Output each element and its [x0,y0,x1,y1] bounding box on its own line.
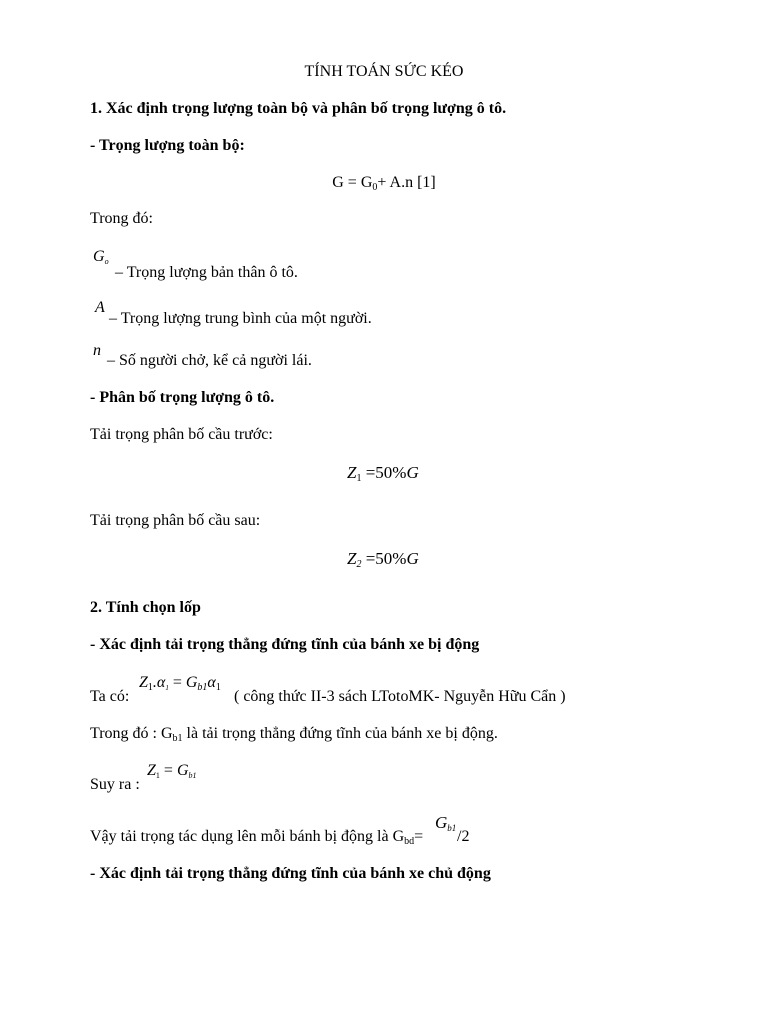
passive-load-div: /2 [457,828,470,845]
distribution-heading: - Phân bố trọng lượng ô tô. [90,389,275,406]
rear-axle-label: Tải trọng phân bố cầu sau: [90,512,261,529]
total-weight-heading: - Trọng lượng toàn bộ: [90,137,245,154]
passive-wheel-heading: - Xác định tải trọng thẳng đứng tĩnh của bánh xe bị động [90,636,480,653]
front-axle-formula: $Z_1 =50\%G$ [347,463,419,484]
def-a-text: – Trọng lượng trung bình của một người. [109,310,372,327]
rear-axle-formula: $Z_2 =50\%G$ [347,549,419,570]
taco-formula: $Z_1.\alpha_1 = G_{b1}\alpha_1$ [139,674,221,693]
passive-where-text: Trong đó : $G_{b1}$ là tải trọng thẳng đứng tĩnh của bánh xe bị động. [90,725,498,744]
taco-note: ( công thức II-3 sách LTotoMK- Nguyễn Hữu Cẩn ) [234,688,566,705]
section-1-heading: 1. Xác định trọng lượng toàn bộ và phân bố trọng lượng ô tô. [90,100,507,117]
def-n-text: – Số người chở, kể cả người lái. [107,352,312,369]
symbol-a: A [95,299,105,316]
section-2-heading: 2. Tính chọn lốp [90,599,201,616]
suyra-formula: $Z_1 = G_{b1}$ [147,762,197,780]
passive-load-text: Vậy tải trọng tác dụng lên mỗi bánh bị động là $G_{bd}=$ [90,828,424,847]
taco-label: Ta có: [90,688,130,705]
active-wheel-heading: - Xác định tải trọng thẳng đứng tĩnh của bánh xe chủ động [90,865,491,882]
def-g0-text: – Trọng lượng bản thân ô tô. [115,264,298,281]
where-label: Trong đó: [90,210,153,227]
suyra-label: Suy ra : [90,776,140,793]
passive-load-gb1: $G_{b1}$ [435,813,457,833]
front-axle-label: Tải trọng phân bố cầu trước: [90,426,273,443]
page-title: TÍNH TOÁN SỨC KÉO [304,63,464,80]
symbol-n: n [93,342,101,359]
total-weight-formula: $G = G_0+ A.n$ [1] [332,174,436,193]
symbol-g0: $G_o$ [93,248,109,266]
